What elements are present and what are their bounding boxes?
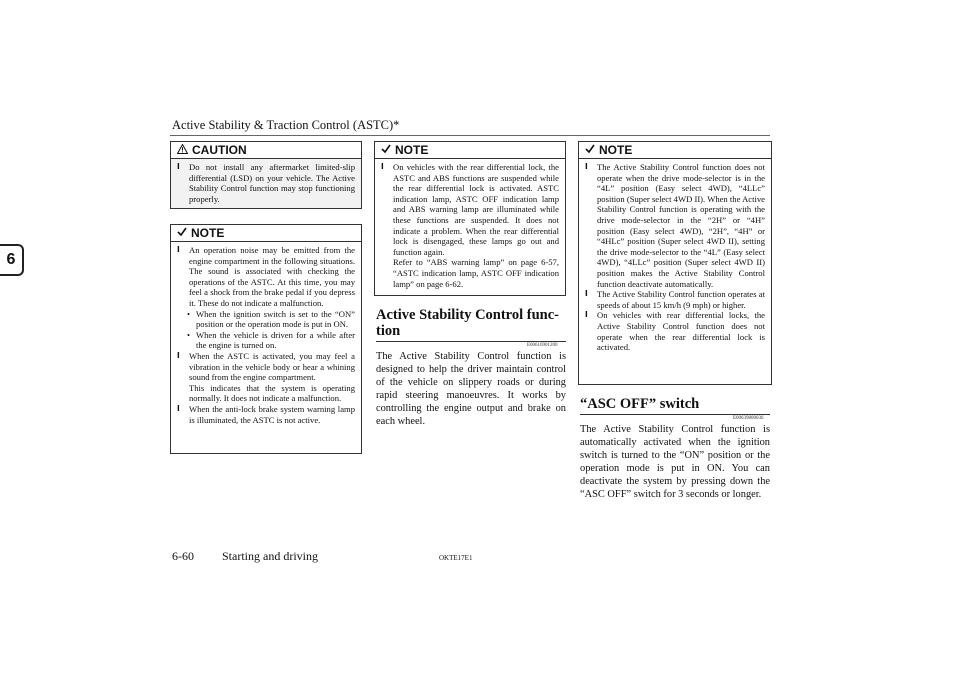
- note-item: l On vehicles with the rear differential lock, the ASTC and ABS functions are suspended while the rear differential lock is activated. ASTC indication lamp, ASTC OFF indication lamp and ABS warning lamp are illuminated while these functions are suspended. It does not indicate a problem. When the rear differential lock is disengaged, these lamps go out and function again.: [381, 162, 559, 257]
- footer-page-number: 6-60: [172, 549, 194, 563]
- section-code: E00616901200: [527, 343, 558, 348]
- caution-label: CAUTION: [192, 143, 247, 157]
- header-rule: [170, 135, 770, 136]
- note-subitem-text: When the ignition switch is set to the “ON” position or the operation mode is put in ON.: [196, 308, 355, 330]
- note-check-icon: [381, 143, 391, 157]
- warning-triangle-icon: [177, 143, 188, 157]
- note-label: NOTE: [191, 226, 225, 240]
- note-item-continuation: This indicates that the system is operating normally. It does not indicate a malfunction.: [189, 382, 355, 404]
- note-subitem-text: When the vehicle is driven for a while after the engine is turned on.: [196, 329, 355, 351]
- section-body: The Active Stability Control function is automatically activated when the ignition switch is turned to the “ON” position or the operation mode is put in ON. You can deactivate the system by pressing down the “ASC OFF” switch for 3 seconds or longer.: [580, 424, 770, 501]
- section-rule: [376, 341, 566, 342]
- note-box-col2: [374, 141, 566, 296]
- footer-doc-code: OKTE17E1: [439, 554, 473, 562]
- note-box-col1: [170, 224, 362, 454]
- section-rule: [580, 414, 770, 415]
- note-check-icon: [177, 226, 187, 240]
- note-check-icon: [585, 143, 595, 157]
- note-label: NOTE: [599, 143, 633, 157]
- note-item: l On vehicles with rear differential locks, the Active Stability Control function does not operate when the rear differential lock is activated.: [585, 310, 765, 352]
- note-subitem: [177, 330, 355, 351]
- note-item: l The Active Stability Control function operates at speeds of about 15 km/h (9 mph) or higher.: [585, 289, 765, 310]
- note-subitem: [177, 309, 355, 330]
- bullet-dot-icon: •: [187, 329, 191, 340]
- caution-header: [171, 142, 361, 159]
- section-heading-asc-off: “ASC OFF” switch: [580, 396, 700, 412]
- note-item: l When the ASTC is activated, you may feel a vibration in the vehicle body or hear a whining sound from the engine compartment.: [177, 351, 355, 383]
- note-item: l The Active Stability Control function does not operate when the drive mode-selector is in the “4L” position (Easy select 4WD), “4LLc” position (Super select 4WD II). When the Active Stability Control function is operating with the drive mode-selector in the “2H” or “4H” position (Easy select 4WD), “2H”, “4H” or “4HLc” position (Super select 4WD II), setting the drive mode-selector to the “4L” (Easy select 4WD), “4LLc” position (Super select 4WD II) position makes the Active Stability Control function deactivate automatically.: [585, 162, 765, 289]
- section-heading-astc: [376, 307, 566, 339]
- section-body: The Active Stability Control function is designed to help the driver maintain control of the vehicle on slippery roads or during rapid steering manoeuvres. It works by controlling the engine output and brake on each wheel.: [376, 351, 566, 428]
- note-label: NOTE: [395, 143, 429, 157]
- section-heading-line: Active Stability Control func-: [376, 307, 559, 323]
- caution-box: [170, 141, 362, 209]
- footer-section-name: Starting and driving: [222, 549, 318, 563]
- note-box-col3: [578, 141, 772, 385]
- chapter-tab: 6: [0, 244, 24, 276]
- note-item: l An operation noise may be emitted from the engine compartment in the following situations. The sound is associated with checking the operations of the ASTC. At this time, you may feel a shock from the brake pedal if you depress it. These do not indicate a malfunction.: [177, 245, 355, 309]
- note-header: [171, 225, 361, 242]
- note-item-continuation: Refer to “ABS warning lamp” on page 6-57, “ASTC indication lamp, ASTC OFF indication lamp” on page 6-62.: [393, 257, 559, 289]
- note-header: [579, 142, 771, 159]
- section-code: E00639800036: [733, 416, 764, 421]
- section-heading-line: tion: [376, 323, 401, 339]
- note-header: [375, 142, 565, 159]
- caution-item: l Do not install any aftermarket limited-slip differential (LSD) on your vehicle. The Active Stability Control function may stop functioning properly.: [177, 162, 355, 204]
- note-item: l When the anti-lock brake system warning lamp is illuminated, the ASTC is not active.: [177, 404, 355, 425]
- page-header-title: Active Stability & Traction Control (ASTC)*: [172, 118, 400, 132]
- bullet-dot-icon: •: [187, 308, 191, 319]
